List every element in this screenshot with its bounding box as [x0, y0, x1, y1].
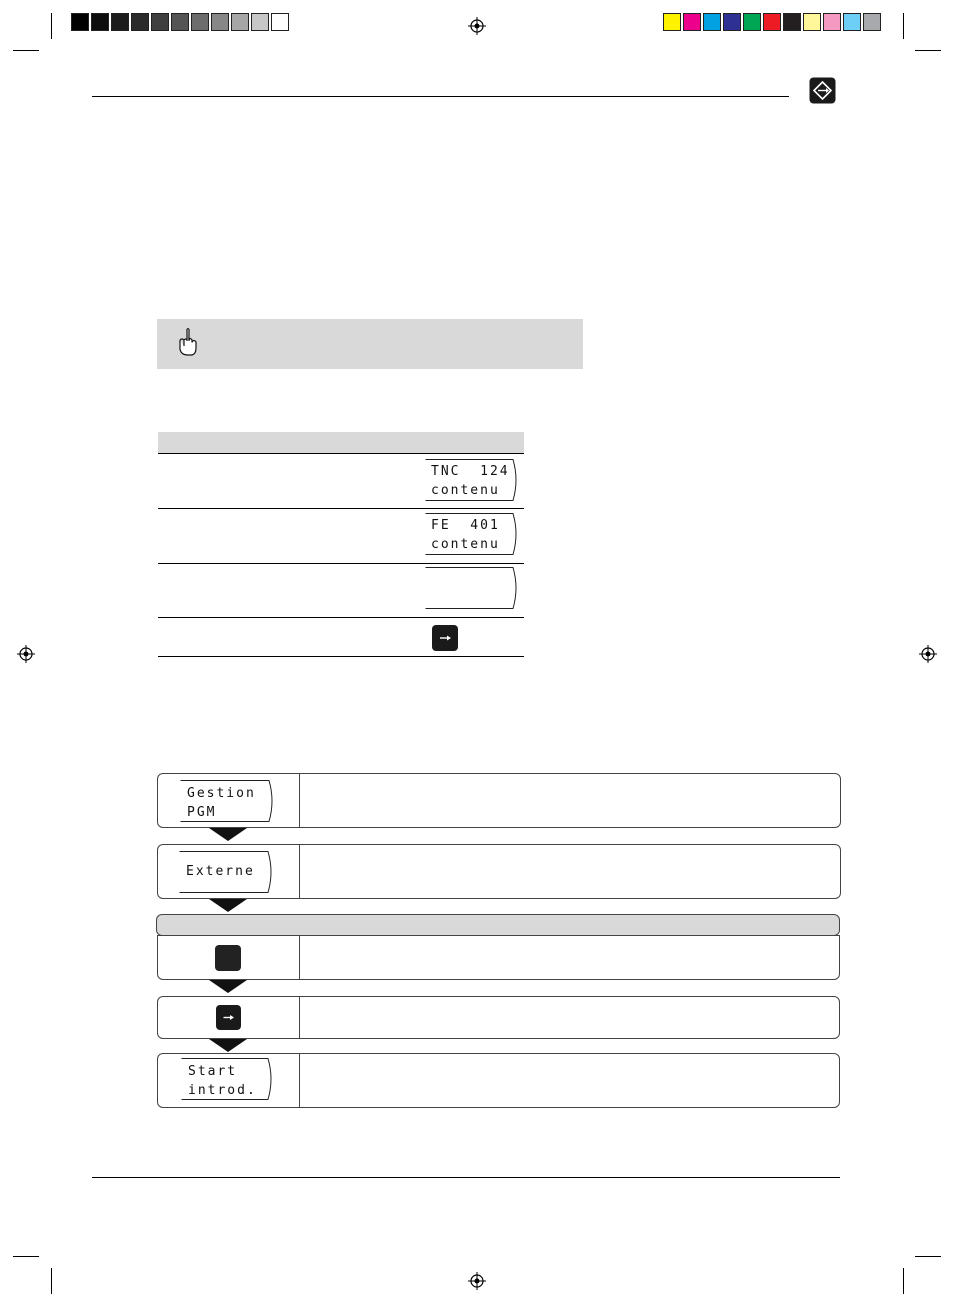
table-header — [158, 432, 524, 453]
color-swatch — [803, 13, 821, 31]
gray-swatch — [251, 13, 269, 31]
gray-swatch — [191, 13, 209, 31]
color-swatch — [683, 13, 701, 31]
gray-swatch — [211, 13, 229, 31]
gray-swatch — [231, 13, 249, 31]
arrow-right-key-icon[interactable] — [432, 625, 458, 651]
table-bottom-rule — [158, 656, 524, 657]
color-swatch — [743, 13, 761, 31]
registration-mark-icon — [919, 645, 937, 663]
table-row-divider — [158, 617, 524, 618]
softkey-externe: Externe — [186, 864, 255, 879]
note-box — [157, 319, 583, 369]
color-swatch — [823, 13, 841, 31]
gray-swatch — [131, 13, 149, 31]
color-swatch — [703, 13, 721, 31]
step-arrow — [209, 980, 247, 993]
gray-swatch — [151, 13, 169, 31]
step-arrow — [209, 899, 247, 912]
softkey-gestion-pgm: Gestion PGM — [187, 786, 256, 820]
table-row-divider — [158, 563, 524, 564]
arrow-right-key-icon[interactable] — [216, 1005, 241, 1030]
gray-swatch — [91, 13, 109, 31]
gray-swatch — [71, 13, 89, 31]
pointing-hand-icon — [176, 327, 200, 357]
step-3 — [157, 935, 840, 980]
black-key-icon[interactable] — [215, 945, 241, 971]
table-row-divider — [158, 453, 524, 454]
program-mode-icon — [809, 77, 836, 104]
color-swatch — [863, 13, 881, 31]
step-4 — [157, 996, 840, 1039]
color-swatch — [783, 13, 801, 31]
table-row-divider — [158, 508, 524, 509]
step-group-header — [156, 914, 840, 936]
gray-swatch — [171, 13, 189, 31]
footer-rule — [92, 1177, 840, 1178]
color-swatch — [723, 13, 741, 31]
softkey-fe-401: FE 401 contenu — [431, 518, 500, 552]
registration-mark-icon — [468, 17, 486, 35]
color-swatch — [663, 13, 681, 31]
softkey-start-introd: Start introd. — [188, 1064, 257, 1098]
color-swatch — [843, 13, 861, 31]
softkey-tnc-124: TNC 124 contenu — [431, 464, 510, 498]
step-arrow — [209, 828, 247, 841]
step-arrow — [209, 1039, 247, 1052]
softkey-blank[interactable] — [425, 567, 520, 609]
registration-mark-icon — [468, 1272, 486, 1290]
gray-swatch — [111, 13, 129, 31]
registration-mark-icon — [17, 645, 35, 663]
header-rule — [92, 96, 789, 97]
gray-swatch — [271, 13, 289, 31]
color-swatch — [763, 13, 781, 31]
